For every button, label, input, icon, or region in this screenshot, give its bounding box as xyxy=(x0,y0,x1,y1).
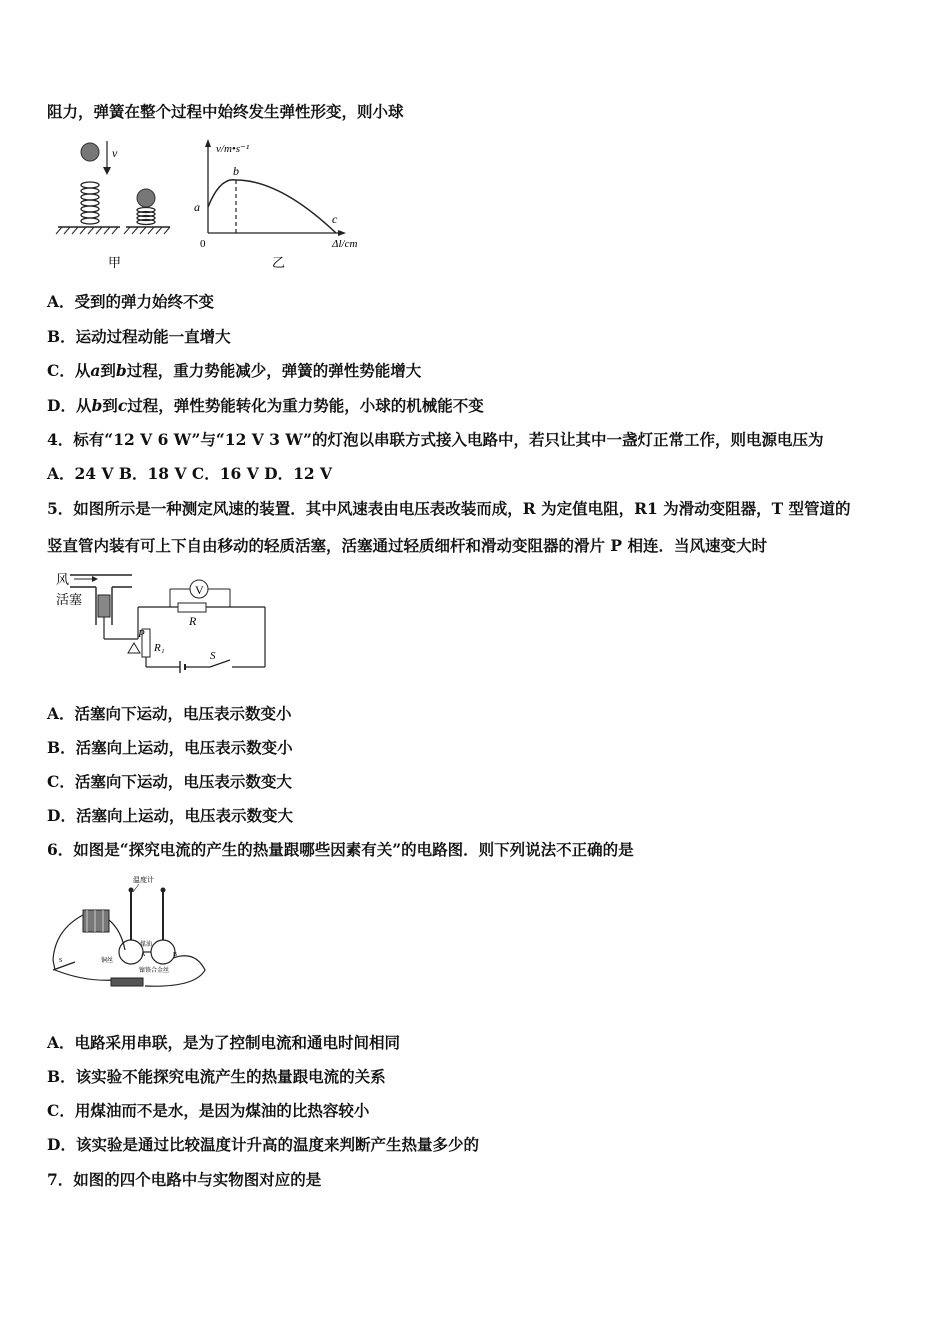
q3d-mid: 到 xyxy=(102,396,118,415)
copper-label: 铜丝 xyxy=(101,958,114,964)
q7-stem: 7．如图的四个电路中与实物图对应的是 xyxy=(47,1170,322,1189)
wind-label: 风 xyxy=(56,572,70,587)
resistor-label: R xyxy=(189,614,197,628)
figure-wind-circuit xyxy=(50,567,275,677)
ball-on-spring xyxy=(137,189,155,207)
rheostat-label: R₁ xyxy=(154,642,165,654)
caption-jia: 甲 xyxy=(108,255,122,270)
point-a-label: a xyxy=(194,200,200,214)
q3c-post: 过程，重力势能减少，弹簧的弹性势能增大 xyxy=(126,361,422,380)
spring-compressed xyxy=(137,208,155,225)
q6-option-d: D．该实验是通过比较温度计升高的温度来判断产生热量多少的 xyxy=(47,1135,479,1154)
text-line-intro: 阻力，弹簧在整个过程中始终发生弹性形变，则小球 xyxy=(47,102,404,121)
q3c-b: b xyxy=(115,361,127,380)
q5-option-b: B．活塞向上运动，电压表示数变小 xyxy=(47,738,293,757)
piston-label: 活塞 xyxy=(56,592,83,607)
q5-option-c: C．活塞向下运动，电压表示数变大 xyxy=(47,772,292,791)
q5-option-a: A．活塞向下运动，电压表示数变小 xyxy=(47,704,292,723)
piston xyxy=(98,595,110,617)
velocity-curve xyxy=(208,180,336,233)
caption-yi: 乙 xyxy=(272,255,286,270)
resistor-r xyxy=(178,603,206,612)
q6-option-b: B．该实验不能探究电流产生的热量跟电流的关系 xyxy=(47,1067,386,1086)
q3c-pre: C．从 xyxy=(47,361,91,380)
falling-ball xyxy=(81,143,99,161)
q3d-c: c xyxy=(117,396,128,415)
q3d-pre: D．从 xyxy=(47,396,92,415)
label-b: B xyxy=(173,952,178,958)
q3c-mid: 到 xyxy=(100,361,116,380)
q3d-b: b xyxy=(91,396,103,415)
q5-stem-2: 竖直管内装有可上下自由移动的轻质活塞，活塞通过轻质细杆和滑动变阻器的滑片 P 相连．当风速变大时 xyxy=(47,536,767,555)
spring-free xyxy=(81,182,99,224)
switch-label: S xyxy=(210,650,216,662)
q3-option-a: A．受到的弹力始终不变 xyxy=(47,292,215,311)
q4-stem: 4．标有“12 V 6 W”与“12 V 3 W”的灯泡以串联方式接入电路中，若只让其中一盏灯正常工作，则电源电压为 xyxy=(47,430,824,449)
q3-option-b: B．运动过程动能一直增大 xyxy=(47,327,231,346)
rheostat xyxy=(111,978,143,986)
axis-y-label: v/m•s⁻¹ xyxy=(216,143,250,155)
figure-spring-velocity xyxy=(50,135,390,275)
q3-option-c xyxy=(47,361,421,381)
q5-stem-1: 5．如图所示是一种测定风速的装置．其中风速表由电压表改装而成，R 为定值电阻，R1 为滑动变阻器，T 型管道的 xyxy=(47,499,851,518)
q4-options: A．24 V B．18 V C．16 V D．12 V xyxy=(47,464,333,483)
q5-option-d: D．活塞向上运动，电压表示数变大 xyxy=(47,806,293,825)
nichrome-label: 镍铬合金丝 xyxy=(139,968,170,974)
q3c-a: a xyxy=(90,361,101,380)
point-c-label: c xyxy=(332,212,338,226)
label-a: A xyxy=(141,952,146,958)
q3-option-d xyxy=(47,396,484,416)
thermometer-label: 温度计 xyxy=(133,876,154,884)
axis-x-label: Δl/cm xyxy=(332,238,358,250)
velocity-label: v xyxy=(112,146,118,160)
origin-label: 0 xyxy=(200,238,206,250)
slider-label: P xyxy=(138,628,145,640)
figure-heat-experiment xyxy=(45,870,215,1000)
switch-s-label: S xyxy=(59,958,63,964)
voltmeter-label: V xyxy=(195,583,204,597)
flask-b xyxy=(151,940,178,964)
q6-stem: 6．如图是“探究电流的产生的热量跟哪些因素有关”的电路图．则下列说法不正确的是 xyxy=(47,840,634,859)
kerosene-label: 煤油 xyxy=(140,942,153,948)
q3d-post: 过程，弹性势能转化为重力势能，小球的机械能不变 xyxy=(127,396,484,415)
q6-option-a: A．电路采用串联，是为了控制电流和通电时间相同 xyxy=(47,1033,401,1052)
point-b-label: b xyxy=(233,164,239,178)
q6-option-c: C．用煤油而不是水，是因为煤油的比热容较小 xyxy=(47,1101,370,1120)
